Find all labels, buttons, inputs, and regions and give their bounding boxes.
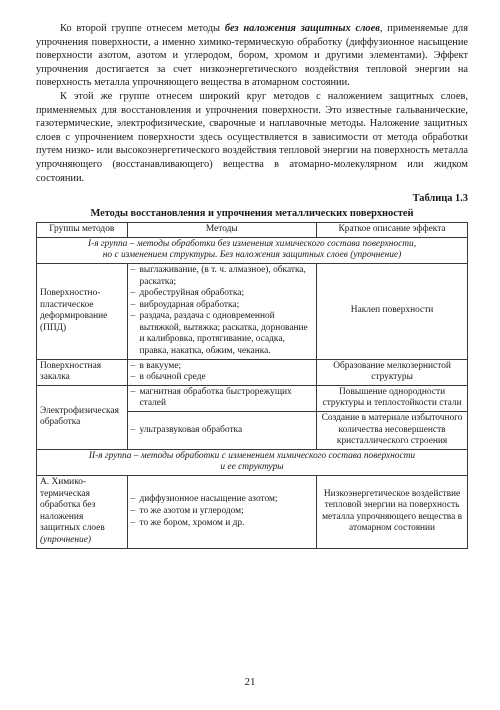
method-item: – в вакууме; — [131, 361, 314, 373]
method-item: – ультразвуковая обработка — [131, 425, 314, 437]
header-methods: Методы — [127, 223, 317, 238]
row-effect: Низкоэнергетическое воздействие тепловой энергии на поверхность металла упрочняющего вещества в атомарном состоянии — [317, 476, 468, 549]
row-methods — [127, 476, 317, 549]
row-group: Электрофизическая обработка — [37, 385, 128, 449]
row-methods — [127, 263, 317, 359]
table-row — [37, 263, 468, 359]
header-groups: Группы методов — [37, 223, 128, 238]
row-effect: Наклеп поверхности — [317, 263, 468, 359]
table-header-row — [37, 223, 468, 238]
row-effect: Создание в материале избыточного количества несовершенств кристаллического строения — [317, 412, 468, 450]
row-methods — [127, 412, 317, 450]
header-effect: Краткое описание эффекта — [317, 223, 468, 238]
row-group: Поверхностно-пластическое деформирование (ППД) — [37, 263, 128, 359]
method-item: – магнитная обработка быстрорежущих сталей — [131, 387, 314, 410]
group-1-line-2: но с изменением структуры. Без наложения защитных слоев (упрочнение) — [102, 250, 402, 261]
group-1-row — [37, 237, 468, 263]
page-number: 21 — [244, 676, 256, 688]
row-methods — [127, 385, 317, 411]
method-item: – то же бором, хромом и др. — [131, 518, 314, 530]
row-group: Поверхностная закалка — [37, 359, 128, 385]
method-item: – то же азотом и углеродом; — [131, 506, 314, 518]
group-2-line-2: и ее структуры — [220, 462, 284, 473]
table-row — [37, 359, 468, 385]
table-title: Методы восстановления и упрочнения металлических поверхностей — [90, 208, 414, 220]
method-item: – дробеструйная обработка; — [131, 288, 314, 300]
group-1-line-1: I-я группа – методы обработки без изменения химического состава поверхности, — [87, 238, 417, 249]
paragraph-1 — [36, 22, 468, 90]
methods-table — [36, 222, 468, 548]
table-number: Таблица 1.3 — [412, 193, 468, 205]
row-group-text: А. Химико-термическая обработка без наложения защитных слоев — [40, 477, 105, 534]
group-2-line-1: II-я группа – методы обработки с изменением химического состава поверхности — [88, 450, 416, 461]
row-effect: Повышение однородности структуры и теплостойкости стали — [317, 385, 468, 411]
paragraph-2: К этой же группе отнесем широкий круг методов с наложением защитных слоев, применяемых для восстановления и упрочнения поверхности. Это известные гальванические, газотермические, электрофизические, сварочные и наплавочные методы. Наложение защитных слоев с упрочнением поверхности здесь осуществляется в зависимости от метода обработки путем низко- или высокоэнергетического воздействия тепловой энергии на поверхность металла упрочняющего (восстанавливающего) вещества в атомарно-молекулярном или жидком состоянии. — [36, 90, 468, 184]
group-2-caption — [37, 449, 468, 475]
paragraph-1-start: Ко второй группе отнесем методы — [60, 23, 225, 34]
group-1-caption — [37, 237, 468, 263]
row-methods — [127, 359, 317, 385]
method-item: – в обычной среде — [131, 372, 314, 384]
row-group-emphasis: (упрочнение) — [40, 534, 92, 545]
page-content — [36, 22, 468, 549]
method-item: – виброударная обработка; — [131, 300, 314, 312]
paragraph-1-emphasis: без наложения защитных слоев — [224, 23, 380, 34]
method-item: – выглаживание, (в т. ч. алмазное), обкатка, раскатка; — [131, 265, 314, 288]
table-row — [37, 476, 468, 549]
row-group — [37, 476, 128, 549]
method-item: – раздача, раздача с одновременной вытяжкой, вытяжка; раскатка, дорнование и калибровка, протягивание, осадка, правка, накатка, обжим, чеканка. — [131, 311, 314, 357]
paragraph-1-rest: , применяемые для упрочнения поверхности, а именно химико-термическую обработку (диффузионное насыщение поверхности азотом, азотом и углеродом, бором, хромом и другими элементами). Эффект упрочнения достигается за счет низкоэнергетического воздействия тепловой энергии на поверхность металла упрочняющего вещества в атомарном состоянии. — [36, 23, 469, 89]
row-effect: Образование мелкозернистой структуры — [317, 359, 468, 385]
method-item: – диффузионное насыщение азотом; — [131, 494, 314, 506]
table-row — [37, 385, 468, 411]
group-2-row — [37, 449, 468, 475]
